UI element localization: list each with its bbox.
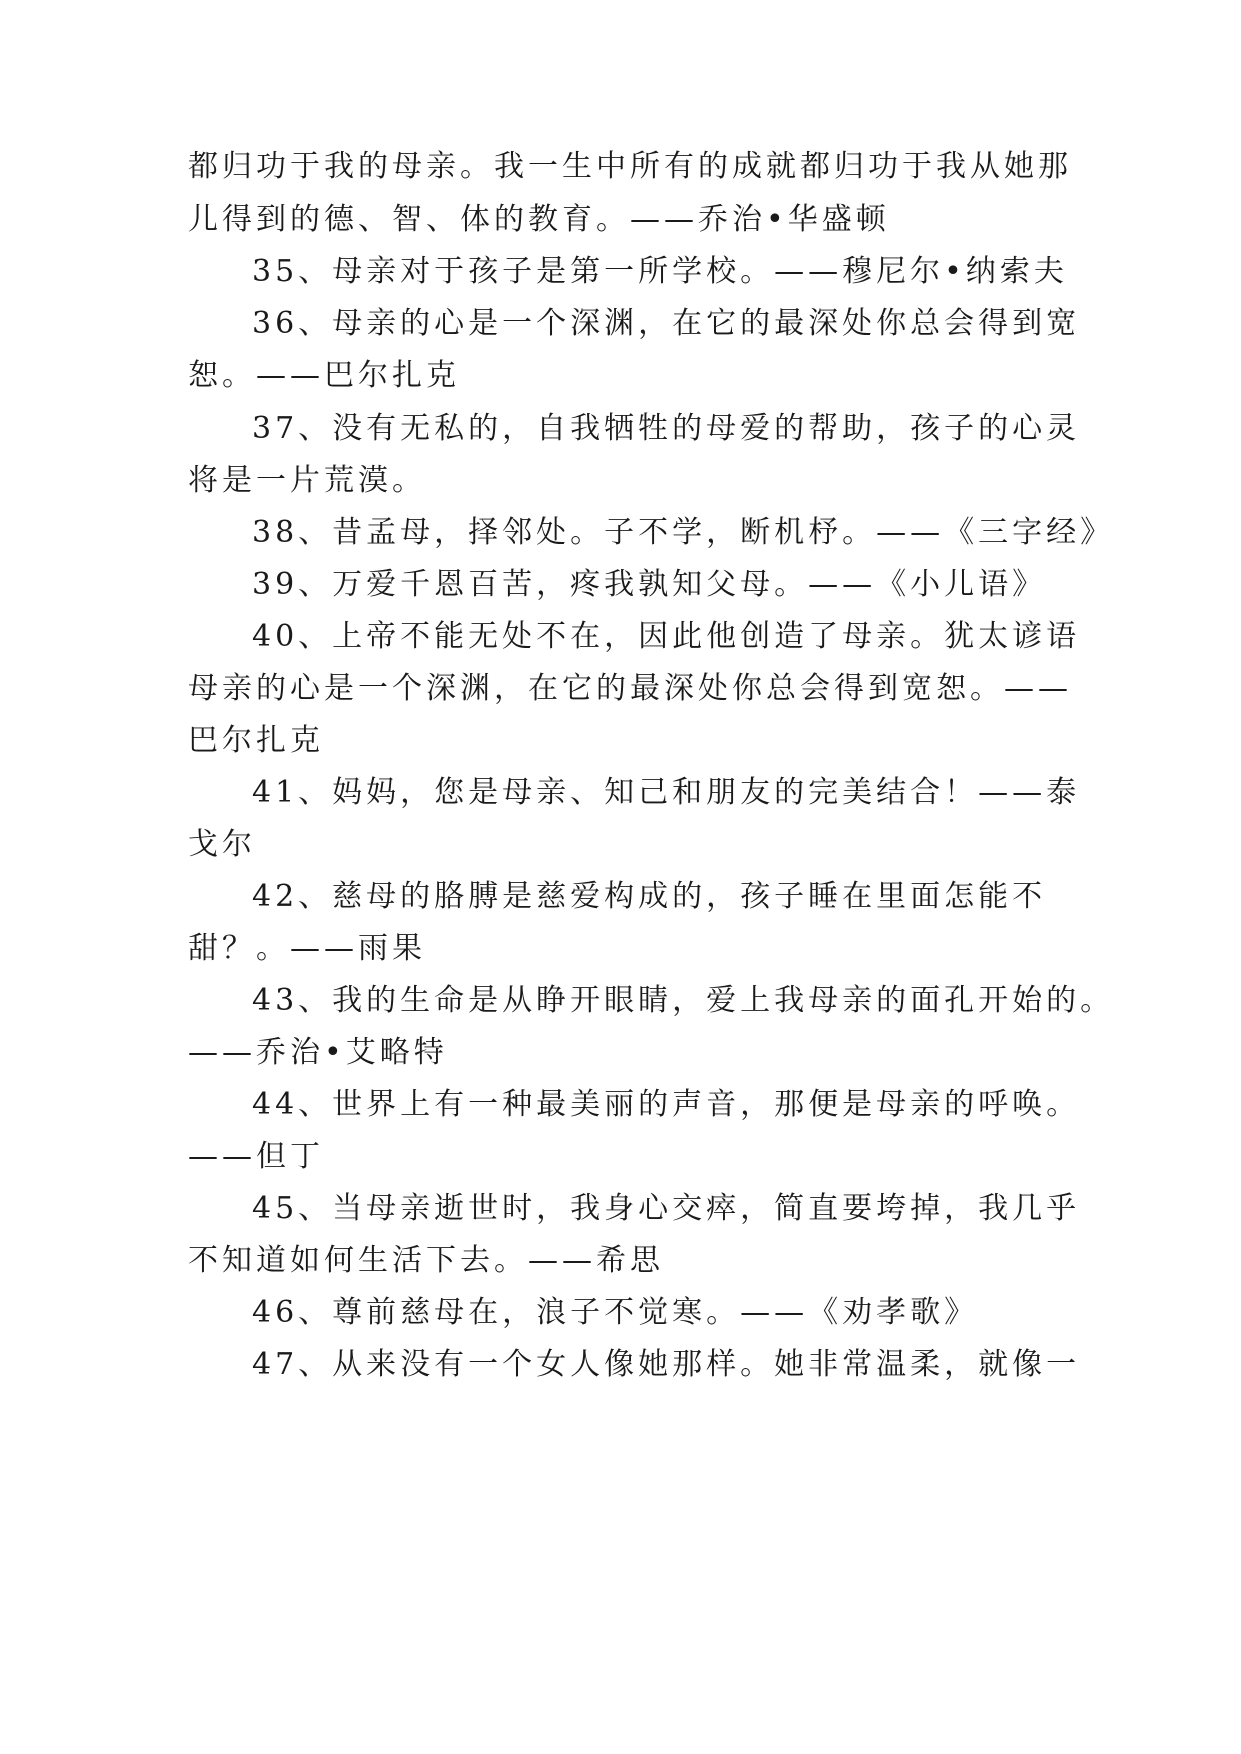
quote-37: 37、没有无私的，自我牺牲的母爱的帮助，孩子的心灵 xyxy=(252,411,1081,446)
text-line: 将是一片荒漠。 xyxy=(188,463,426,498)
quote-44: 44、世界上有一种最美丽的声音，那便是母亲的呼唤。 xyxy=(252,1087,1081,1122)
text-line: 儿得到的德、智、体的教育。——乔治•华盛顿 xyxy=(188,202,890,237)
text-line: 甜？。——雨果 xyxy=(188,931,426,966)
quote-38: 38、昔孟母，择邻处。子不学，断机杼。——《三字经》 xyxy=(252,515,1115,550)
quote-42: 42、慈母的胳膊是慈爱构成的，孩子睡在里面怎能不 xyxy=(252,879,1047,914)
quote-43: 43、我的生命是从睁开眼睛，爱上我母亲的面孔开始的。 xyxy=(252,983,1115,1018)
quote-39: 39、万爱千恩百苦，疼我孰知父母。——《小儿语》 xyxy=(252,567,1047,602)
quote-45: 45、当母亲逝世时，我身心交瘁，简直要垮掉，我几乎 xyxy=(252,1191,1081,1226)
quote-47: 47、从来没有一个女人像她那样。她非常温柔，就像一 xyxy=(252,1347,1081,1382)
text-line: ——但丁 xyxy=(188,1139,324,1174)
quote-46: 46、尊前慈母在，浪子不觉寒。——《劝孝歌》 xyxy=(252,1295,979,1330)
text-line: ——乔治•艾略特 xyxy=(188,1035,448,1070)
text-line: 都归功于我的母亲。我一生中所有的成就都归功于我从她那 xyxy=(188,149,1072,184)
quote-41: 41、妈妈，您是母亲、知己和朋友的完美结合！——泰 xyxy=(252,775,1081,810)
text-line: 母亲的心是一个深渊，在它的最深处你总会得到宽恕。—— xyxy=(188,671,1072,706)
quote-35: 35、母亲对于孩子是第一所学校。——穆尼尔•纳索夫 xyxy=(252,254,1068,289)
quote-40: 40、上帝不能无处不在，因此他创造了母亲。犹太谚语 xyxy=(252,619,1081,654)
quote-36: 36、母亲的心是一个深渊，在它的最深处你总会得到宽 xyxy=(252,306,1081,341)
text-line: 戈尔 xyxy=(188,827,256,862)
text-line: 不知道如何生活下去。——希思 xyxy=(188,1243,664,1278)
text-line: 恕。——巴尔扎克 xyxy=(188,358,460,393)
text-line: 巴尔扎克 xyxy=(188,723,324,758)
